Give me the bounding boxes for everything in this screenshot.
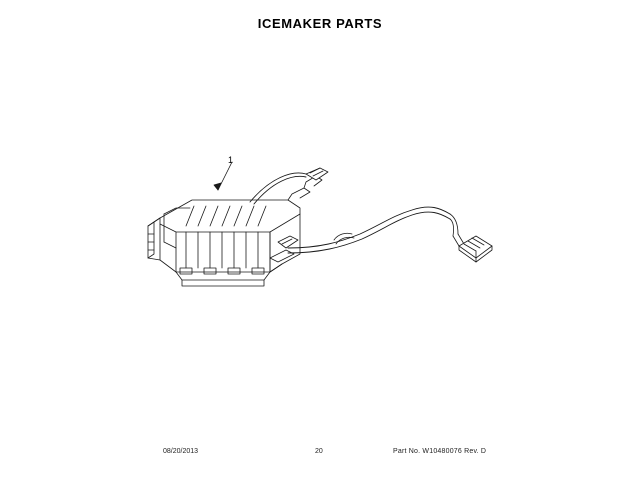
footer-part-number: Part No. W10480076 Rev. D: [393, 448, 487, 455]
icemaker-diagram: [120, 130, 540, 340]
callout-label-1: 1: [228, 155, 234, 165]
page-footer: [0, 448, 640, 462]
footer-page-number: 20: [315, 448, 323, 455]
page-title: ICEMAKER PARTS: [257, 16, 383, 31]
icemaker-assembly-illustration: [120, 130, 540, 340]
footer-date: 08/20/2013: [163, 448, 199, 455]
